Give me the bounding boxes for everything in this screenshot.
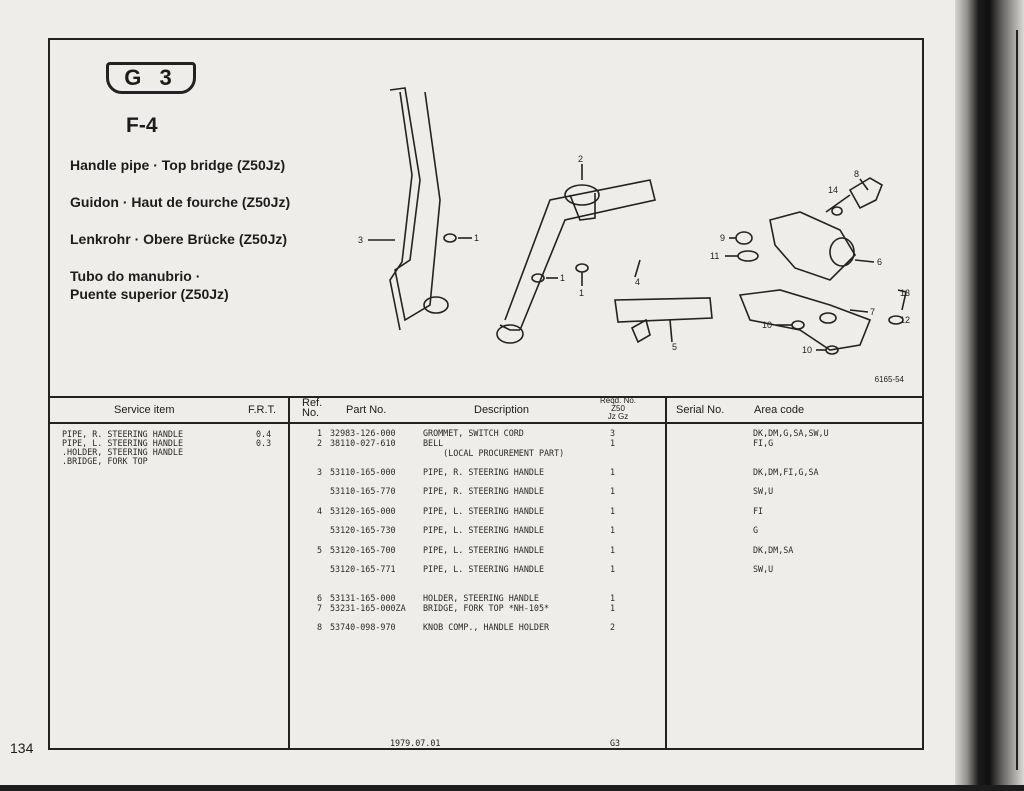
description: PIPE, L. STEERING HANDLE [423, 564, 545, 574]
book-spine [955, 0, 1024, 791]
figure-code: F-4 [126, 114, 158, 137]
description: GROMMET, SWITCH CORD [423, 428, 524, 438]
description: PIPE, L. STEERING HANDLE [423, 525, 545, 535]
header-serial: Serial No. [676, 404, 725, 416]
part-number: 53131-165-000 [330, 593, 396, 603]
label-14: 14 [828, 185, 839, 195]
table-row [50, 622, 922, 632]
label-12: 12 [899, 315, 910, 325]
label-3: 3 [358, 235, 364, 245]
frt-values: 0.4 0.3 [256, 429, 272, 448]
quantity: 3 [610, 428, 616, 438]
table-row [50, 506, 922, 516]
quantity: 1 [610, 545, 616, 555]
part-number: 53120-165-730 [330, 525, 396, 535]
area-code: FI,G [753, 438, 774, 448]
service-items: PIPE, R. STEERING HANDLE PIPE, L. STEERING HANDLE .HOLDER, STEERING HANDLE .BRIDGE, FORK TOP [62, 429, 184, 466]
area-code: SW,U [753, 564, 774, 574]
label-1b: 1 [560, 273, 566, 283]
table-row [50, 428, 922, 438]
label-10a: 10 [762, 320, 773, 330]
page-number: 134 [10, 740, 34, 756]
quantity: 1 [610, 506, 616, 516]
label-6: 6 [877, 257, 883, 267]
description: PIPE, L. STEERING HANDLE [423, 506, 545, 516]
ref-number: 4 [316, 506, 322, 516]
facing-page-edge [1016, 30, 1024, 770]
description: BRIDGE, FORK TOP *NH-105* [423, 603, 550, 613]
table-row [50, 545, 922, 555]
area-code: FI [753, 506, 764, 516]
exploded-diagram [350, 80, 910, 380]
part-number: 32983-126-000 [330, 428, 396, 438]
header-service: Service item [114, 404, 175, 416]
area-code: SW,U [753, 486, 774, 496]
bottom-edge [0, 785, 1024, 791]
header-area: Area code [754, 404, 805, 416]
ref-number: 2 [316, 438, 322, 448]
table-row [50, 448, 922, 458]
header-frt: F.R.T. [248, 404, 277, 416]
header-part: Part No. [346, 404, 387, 416]
header-ref: Ref. No. [302, 397, 323, 419]
label-1a: 1 [474, 233, 480, 243]
area-code: DK,DM,G,SA,SW,U [753, 428, 829, 438]
table-row [50, 438, 922, 448]
description: PIPE, R. STEERING HANDLE [423, 486, 545, 496]
title-pt-2: Puente superior (Z50Jz) [70, 286, 229, 302]
description: PIPE, L. STEERING HANDLE [423, 545, 545, 555]
label-9: 9 [720, 233, 726, 243]
label-5: 5 [672, 342, 678, 352]
part-number: 53120-165-700 [330, 545, 396, 555]
illustration-box [50, 40, 922, 398]
ref-number: 8 [316, 622, 322, 632]
table-header [50, 398, 922, 424]
part-number: 53120-165-000 [330, 506, 396, 516]
table-row [50, 564, 922, 574]
quantity: 1 [610, 593, 616, 603]
table-row [50, 603, 922, 613]
ref-number: 5 [316, 545, 322, 555]
label-11: 11 [710, 251, 720, 261]
title-de: Lenkrohr · Obere Brücke (Z50Jz) [70, 231, 288, 247]
quantity: 1 [610, 467, 616, 477]
section-titles [70, 156, 290, 303]
title-fr: Guidon · Haut de fourche (Z50Jz) [70, 194, 291, 210]
table-row [50, 525, 922, 535]
diagram-code: 6165-54 [874, 375, 904, 384]
ref-number: 7 [316, 603, 322, 613]
label-7: 7 [870, 307, 876, 317]
description: HOLDER, STEERING HANDLE [423, 593, 539, 603]
quantity: 1 [610, 564, 616, 574]
footer-code: G3 [610, 738, 621, 748]
ref-number: 1 [316, 428, 322, 438]
quantity: 1 [610, 486, 616, 496]
table-row [50, 486, 922, 496]
part-number: 53110-165-000 [330, 467, 396, 477]
part-number: 53120-165-771 [330, 564, 396, 574]
label-1c: 1 [579, 288, 585, 298]
table-row [50, 467, 922, 477]
footer-date: 1979.07.01 [390, 738, 441, 748]
part-number: 38110-027-610 [330, 438, 396, 448]
quantity: 1 [610, 603, 616, 613]
label-10b: 10 [802, 345, 813, 355]
table-row [50, 593, 922, 603]
ref-number: 6 [316, 593, 322, 603]
label-13: 13 [899, 288, 910, 298]
description: KNOB COMP., HANDLE HOLDER [423, 622, 550, 632]
title-pt-1: Tubo do manubrio · [70, 268, 201, 284]
area-code: DK,DM,FI,G,SA [753, 467, 819, 477]
description: PIPE, R. STEERING HANDLE [423, 467, 545, 477]
group-badge: G 3 [106, 62, 196, 94]
header-reqd: Reqd. No. Z50 Jz Gz [600, 396, 637, 421]
area-code: DK,DM,SA [753, 545, 794, 555]
header-desc: Description [474, 404, 530, 416]
part-number: 53231-165-000ZA [330, 603, 406, 613]
description: (LOCAL PROCUREMENT PART) [423, 448, 565, 458]
ref-number: 3 [316, 467, 322, 477]
title-en: Handle pipe · Top bridge (Z50Jz) [70, 157, 286, 173]
label-2: 2 [578, 154, 584, 164]
quantity: 2 [610, 622, 616, 632]
parts-frame [48, 38, 924, 750]
quantity: 1 [610, 438, 616, 448]
description: BELL [423, 438, 444, 448]
part-number: 53110-165-770 [330, 486, 396, 496]
area-code: G [753, 525, 759, 535]
label-8: 8 [854, 169, 860, 179]
label-4: 4 [635, 277, 641, 287]
quantity: 1 [610, 525, 616, 535]
part-number: 53740-098-970 [330, 622, 396, 632]
